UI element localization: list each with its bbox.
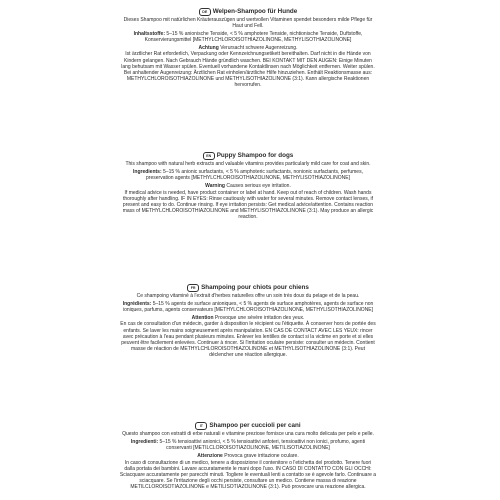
section-title: [119, 152, 377, 160]
warning-text: En cas de consultation d'un médecin, garder à disposition le récipient ou l'étiquette. À conserver hors de portée des enfants. Se laver les mains soigneusement après manipulation. EN CAS DE CONTACT AVEC LES YEUX: rincer avec précaution à l'eau pendant plusieurs minutes. Enlever les lentilles de contact si la victime en porte et si elles peuvent être facilement enlevées. Continuer à rincer. Si l'irritation oculaire persiste: consulter un médecin. Contient masse de réaction de METHYLCHLOROISOTHIAZOLINONE et METHYLISOTHIAZOLINONE (3:1). Peut déclencher une réaction allergique.: [120, 321, 376, 358]
intro-text: This shampoo with natural herb extracts and valuable vitamins provides particularly mild care for coat and skin.: [125, 161, 371, 168]
product-label: [119, 0, 377, 500]
intro-text: Dieses Shampoo mit natürlichen Kräuterauszügen und wertvollen Vitaminen spendet besonders milde Pflege für Haut und Fell.: [123, 17, 373, 30]
title-text: Puppy Shampoo for dogs: [216, 152, 294, 160]
section-de: [119, 8, 377, 88]
language-badge: FR: [187, 284, 199, 292]
ingredients-value: 5–15 % anionic surfactants, < 5 % amphoteric surfactants, nonionic surfactants, perfumes, preservation agents [METHYLCHLOROISOTHIAZOLINONE, METHYLISOTHIAZOLINONE]: [146, 169, 363, 182]
section-it: [119, 422, 377, 490]
section-en: [119, 152, 377, 220]
section-title: [119, 284, 377, 292]
warning-head: Causes serious eye irritation.: [226, 183, 291, 190]
warning-text: In caso di consultazione di un medico, tenere a disposizione il contenitore o l'etichetta del prodotto. Tenere fuori dalla portata dei bambini. Lavare accuratamente le mani dopo l'uso. IN CASO DI CONTATTO CON GLI OCCHI: Sciacquare accuratamente per parecchi minuti. Togliere le eventuali lenti a contatto se è agevole farlo. Continuare a sciacquare. Se l'irritazione degli occhi persiste, consultare un medico. Contiene massa di reazione METILCLOROISOTIAZOLINONE e METILISOTIAZOLINONE (3:1). Può provocare una reazione allergica.: [119, 459, 377, 490]
title-text: Shampoo per cuccioli per cani: [209, 422, 301, 430]
ingredients-label: Ingredients:: [133, 169, 162, 176]
title-text: Welpen-Shampoo für Hunde: [212, 8, 298, 15]
title-text: Shampoing pour chiots pour chiens: [201, 284, 309, 292]
language-badge: EN: [203, 152, 215, 160]
ingredients-text: [119, 301, 377, 313]
ingredients-label: Inhaltsstoffe:: [133, 31, 165, 38]
ingredients-label: Ingrédients:: [122, 301, 152, 308]
section-title: [119, 422, 377, 430]
intro-text: Ce shampoing vitaminé à l'extrait d'herbes naturelles offre un soin très doux du pelage et de la peau.: [136, 293, 360, 300]
section-title: [119, 8, 377, 16]
warning-text: If medical advice is needed, have product container or label at hand. Keep out of reach of children. Wash hands thoroughly after handling. IF IN EYES: Rinse cautiously with water for several minutes. Remove contact lenses, if present and easy to do. Continue rinsing. If eye irritation persists: Get medical advice/attention. Contains reaction mass of METHYLCHLOROISOTHIAZOLINONE and METHYLISOTHIAZOLINONE (3:1). May produce an allergic reaction.: [122, 189, 374, 220]
warning-label: Attenzione: [197, 453, 223, 460]
ingredients-text: [119, 169, 377, 181]
section-fr: [119, 284, 377, 358]
ingredients-text: [119, 439, 377, 451]
language-badge: IT: [195, 422, 207, 430]
intro-text: Questo shampoo con estratti di erbe naturali e vitamine preziose fornisce una cura molto delicata per pelo e pelle.: [122, 431, 374, 438]
warning-head: Verursacht schwere Augenreizung.: [220, 45, 298, 52]
ingredients-label: Ingredienti:: [130, 439, 159, 446]
ingredients-text: [119, 31, 377, 43]
ingredients-value: 5–15 % agents de surface anioniques, < 5 % agents de surface amphotères, agents de surface non ioniques, parfums, agents conservateurs [METHYLCHLOROISOTHIAZOLINONE, METHYLISOTHIAZOLINONE]: [122, 301, 374, 314]
warning-label: Warning: [205, 183, 225, 190]
warning-label: Attention: [191, 315, 214, 322]
warning-head: Provoque une sévère irritation des yeux.: [214, 315, 305, 322]
ingredients-value: 5–15 % anionische Tenside, < 5 % amphotere Tenside, nichtionische Tenside, Duftstoffe, Konservierungsmittel [METHYLCHLOROISOTHIAZOLINONE, METHYLISOTHIAZOLINONE]: [144, 31, 363, 44]
ingredients-value: 5–15 % tensioattivi anionici, < 5 % tensioattivi anfoteri, tensioattivi non ionici, profumo, agenti conservanti [METILCLOROISOTIAZOLINONE, METILISOTIAZOLINONE]: [159, 439, 366, 452]
warning-head: Provoca grave irritazione oculare.: [224, 453, 299, 460]
warning-label: Achtung: [198, 45, 219, 52]
language-badge: DE: [199, 8, 211, 16]
warning-text: Ist ärztlicher Rat erforderlich, Verpackung oder Kennzeichnungsetikett bereithalten. Darf nicht in die Hände von Kindern gelangen. Nach Gebrauch Hände gründlich waschen. BEI KONTAKT MIT DEN AUGEN: Einige Minuten lang behutsam mit Wasser spülen. Eventuell vorhandene Kontaktlinsen nach Möglichkeit entfernen. Weiter spülen. Bei anhaltender Augenreizung: Ärztlichen Rat einholen/ärztliche Hilfe hinzuziehen. Enthält Reaktionsmasse aus: METHYLCHLOROISOTHIAZOLINONE und METHYLISOTHIAZOLINONE (3:1). Kann allergische Reaktionen hervorrufen.: [121, 51, 375, 88]
